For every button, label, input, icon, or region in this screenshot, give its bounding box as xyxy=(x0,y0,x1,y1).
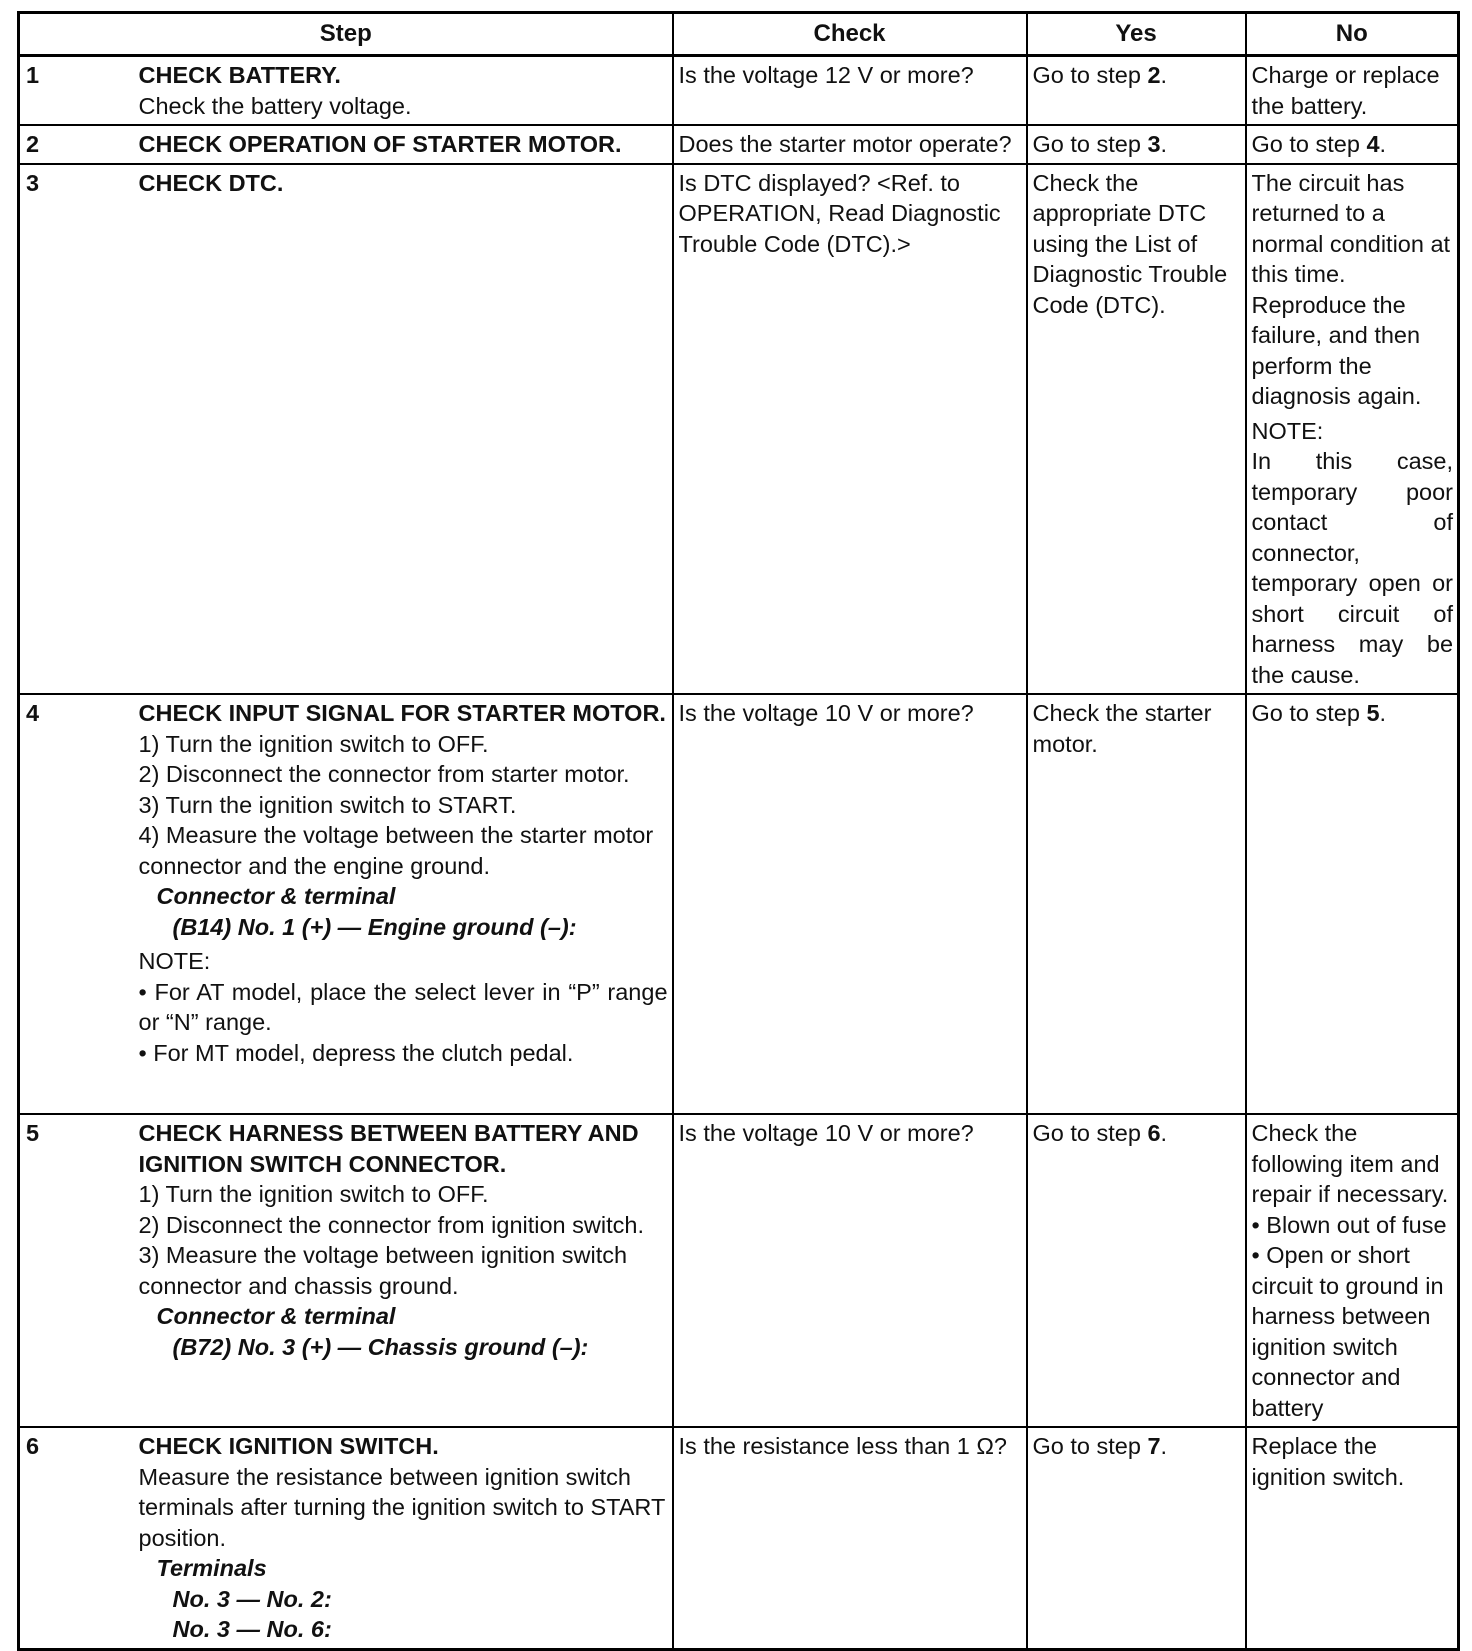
check-cell: Is DTC displayed? <Ref. to OPERATION, Read Diagnostic Trouble Code (DTC).> xyxy=(673,164,1027,695)
yes-cell: Go to step 6. xyxy=(1027,1114,1246,1427)
step-title: CHECK IGNITION SWITCH. xyxy=(138,1433,439,1459)
step-number: 4 xyxy=(19,694,139,1114)
step-title: CHECK OPERATION OF STARTER MOTOR. xyxy=(138,131,622,157)
diagnosis-table xyxy=(17,11,1460,1651)
step-description xyxy=(139,125,673,164)
step-body: Check the battery voltage. xyxy=(138,92,412,119)
step-title: CHECK DTC. xyxy=(138,169,284,196)
check-cell: Is the voltage 12 V or more? xyxy=(673,56,1027,126)
terminal-pair: No. 3 — No. 2: xyxy=(172,1585,332,1612)
header-check: Check xyxy=(673,13,1027,56)
terminals-label: Terminals xyxy=(156,1555,267,1581)
table-row xyxy=(19,1427,1459,1649)
check-cell: Is the resistance less than 1 Ω? xyxy=(673,1427,1027,1649)
yes-cell: Go to step 3. xyxy=(1027,125,1246,164)
yes-cell: Go to step 7. xyxy=(1027,1427,1246,1649)
note-text: In this case, temporary poor contact of connector, temporary open or short circuit of harness may be the cause. xyxy=(1251,448,1454,688)
step-number: 3 xyxy=(19,164,139,695)
substep: 1) Turn the ignition switch to OFF. xyxy=(138,1181,489,1207)
step-number: 6 xyxy=(19,1427,139,1649)
substep: 3) Measure the voltage between ignition switch connector and chassis ground. xyxy=(138,1242,628,1299)
substep: 4) Measure the voltage between the starter motor connector and the engine ground. xyxy=(138,822,654,879)
no-text: Check the following item and repair if necessary. xyxy=(1251,1120,1449,1207)
step-description xyxy=(139,56,673,126)
check-cell: Does the starter motor operate? xyxy=(673,125,1027,164)
note-bullet: • For MT model, depress the clutch pedal. xyxy=(138,1039,574,1066)
table-row xyxy=(19,56,1459,126)
no-cell: Charge or replace the battery. xyxy=(1246,56,1459,126)
no-bullet: • Open or short circuit to ground in harness between ignition switch connector and battery xyxy=(1251,1242,1444,1421)
connector-label: Connector & terminal xyxy=(156,1303,396,1329)
yes-cell: Check the starter motor. xyxy=(1027,694,1246,1114)
no-cell xyxy=(1246,1114,1459,1427)
substep: 3) Turn the ignition switch to START. xyxy=(138,791,517,818)
table-row xyxy=(19,125,1459,164)
step-title: CHECK INPUT SIGNAL FOR STARTER MOTOR. xyxy=(138,700,666,726)
substep: 1) Turn the ignition switch to OFF. xyxy=(138,730,489,757)
step-description xyxy=(139,1427,673,1649)
step-title: CHECK HARNESS BETWEEN BATTERY AND IGNITION SWITCH CONNECTOR. xyxy=(138,1120,639,1177)
step-title: CHECK BATTERY. xyxy=(138,62,341,88)
note-bullet: • For AT model, place the select lever in “P” range or “N” range. xyxy=(138,978,668,1035)
step-description xyxy=(139,164,673,695)
note-label: NOTE: xyxy=(1251,417,1324,444)
connector-value: (B72) No. 3 (+) — Chassis ground (–): xyxy=(172,1333,589,1360)
header-row xyxy=(19,13,1459,56)
substep: 2) Disconnect the connector from starter motor. xyxy=(138,761,630,787)
table-row xyxy=(19,1114,1459,1427)
no-bullet: • Blown out of fuse xyxy=(1251,1211,1447,1238)
step-body: Measure the resistance between ignition switch terminals after turning the ignition switch to START position. xyxy=(138,1463,665,1551)
header-yes: Yes xyxy=(1027,13,1246,56)
step-number: 1 xyxy=(19,56,139,126)
no-cell xyxy=(1246,164,1459,695)
step-number: 5 xyxy=(19,1114,139,1427)
note-label: NOTE: xyxy=(138,948,211,974)
no-cell: Go to step 5. xyxy=(1246,694,1459,1114)
connector-label: Connector & terminal xyxy=(156,883,396,909)
step-description xyxy=(139,694,673,1114)
yes-cell: Check the appropriate DTC using the List of Diagnostic Trouble Code (DTC). xyxy=(1027,164,1246,695)
yes-cell: Go to step 2. xyxy=(1027,56,1246,126)
no-cell: Replace the ignition switch. xyxy=(1246,1427,1459,1649)
step-number: 2 xyxy=(19,125,139,164)
table-row xyxy=(19,164,1459,695)
no-text: The circuit has returned to a normal condition at this time. Reproduce the failure, and then perform the diagnosis again. xyxy=(1251,169,1451,409)
check-cell: Is the voltage 10 V or more? xyxy=(673,694,1027,1114)
connector-value: (B14) No. 1 (+) — Engine ground (–): xyxy=(172,913,577,940)
terminal-pair: No. 3 — No. 6: xyxy=(172,1616,332,1642)
header-step: Step xyxy=(19,13,673,56)
check-cell: Is the voltage 10 V or more? xyxy=(673,1114,1027,1427)
table-row xyxy=(19,694,1459,1114)
substep: 2) Disconnect the connector from ignition switch. xyxy=(138,1211,644,1238)
step-description xyxy=(139,1114,673,1427)
no-cell: Go to step 4. xyxy=(1246,125,1459,164)
header-no: No xyxy=(1246,13,1459,56)
